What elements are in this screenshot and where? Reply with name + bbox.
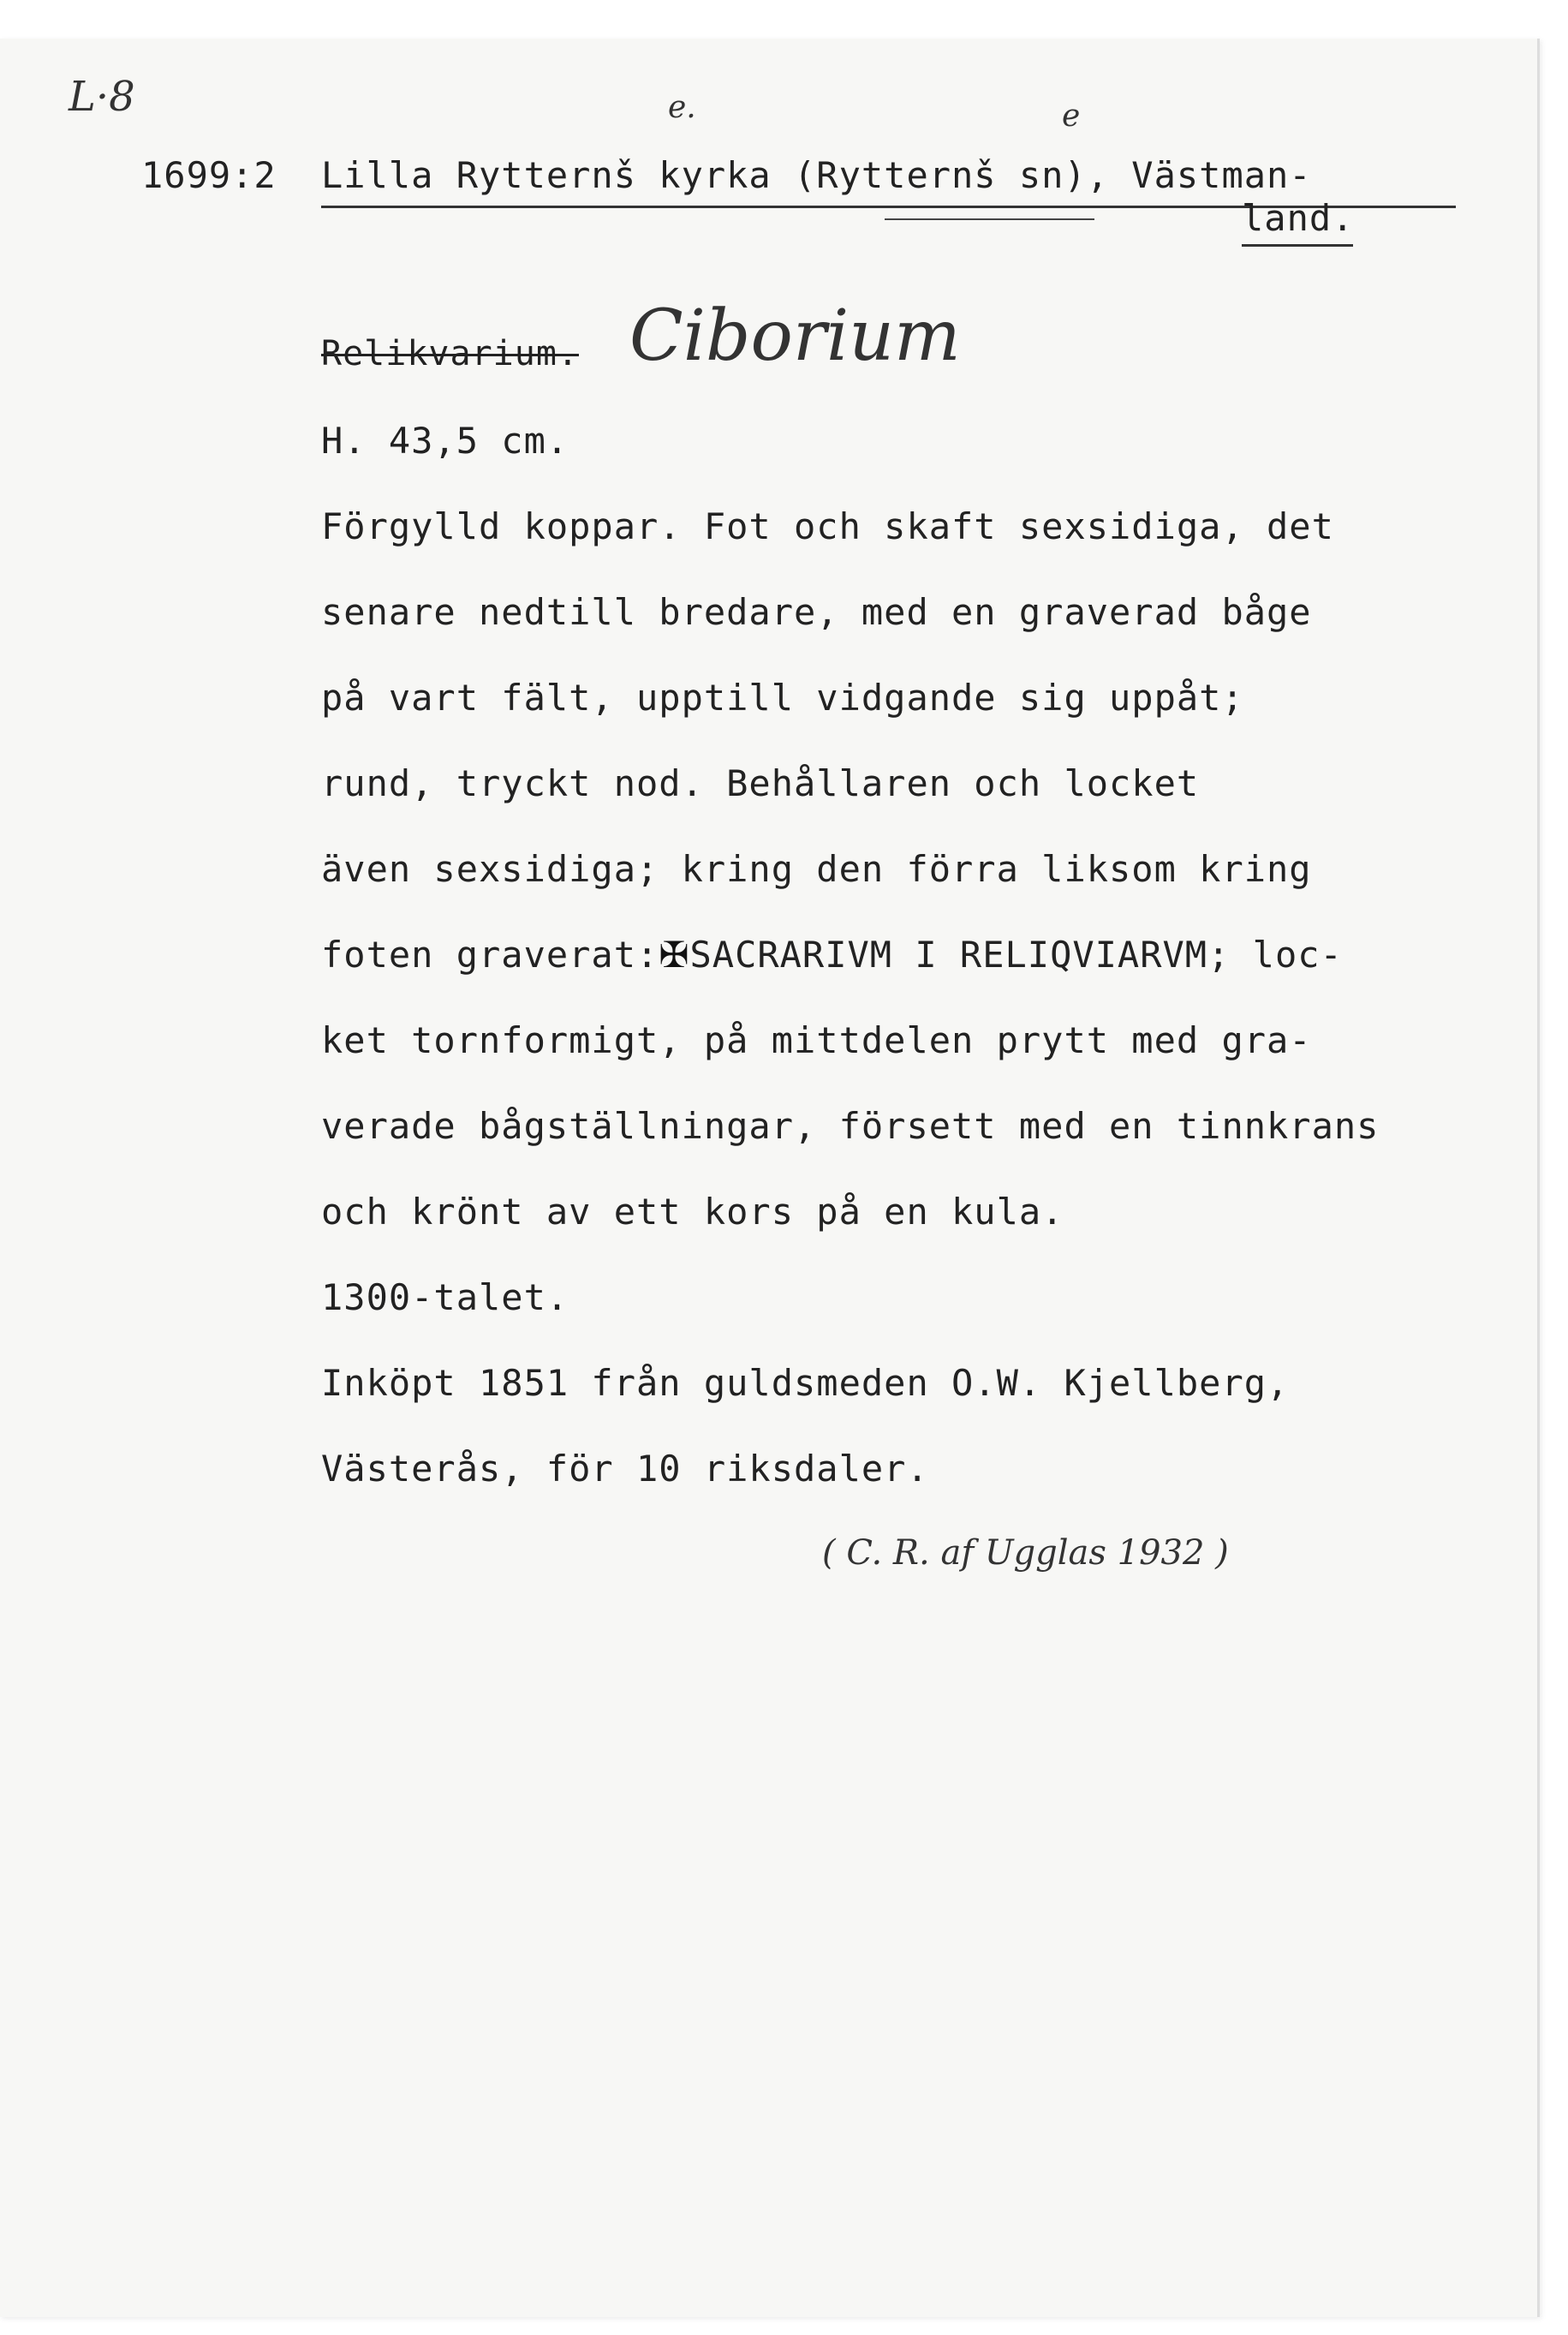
inscription-text: SACRARIVM I RELIQVIARVM; loc- xyxy=(689,934,1343,976)
body-line-10: och krönt av ett kors på en kula. xyxy=(321,1191,1064,1233)
body-line-8: ket tornformigt, på mittdelen prytt med gra- xyxy=(321,1019,1312,1061)
signature: ( C. R. af Ugglas 1932 ) xyxy=(822,1533,1229,1573)
title-cont-underline xyxy=(1242,244,1353,247)
body-line-9: verade bågställningar, försett med en tinnkrans xyxy=(321,1105,1380,1147)
body-line-4: rund, tryckt nod. Behållaren och locket xyxy=(321,762,1200,804)
body-line-3: på vart fält, upptill vidgande sig uppåt; xyxy=(321,677,1244,719)
body-line-height: H. 43,5 cm. xyxy=(321,420,569,462)
location-title: Lilla Rytternš kyrka (Rytternš sn), Västman- xyxy=(321,154,1312,196)
body-line-provenance-2: Västerås, för 10 riksdaler. xyxy=(321,1448,929,1490)
location-title-cont: land. xyxy=(1242,197,1355,239)
body-line-5: även sexsidiga; kring den förra liksom kring xyxy=(321,848,1312,890)
body-line-6 xyxy=(321,934,1343,976)
title-underline-2 xyxy=(885,218,1094,220)
cross-icon: ✠ xyxy=(659,934,690,976)
catalog-number: 1699:2 xyxy=(141,154,277,196)
body-line-dating: 1300-talet. xyxy=(321,1276,569,1318)
header-correction-1: e. xyxy=(668,90,696,125)
body-line-provenance-1: Inköpt 1851 från guldsmeden O.W. Kjellberg, xyxy=(321,1362,1290,1404)
catalog-card xyxy=(0,39,1540,2317)
body-line-2: senare nedtill bredare, med en graverad båge xyxy=(321,591,1312,633)
inscription-intro: foten graverat: xyxy=(321,934,659,976)
header-correction-2: e xyxy=(1062,99,1081,134)
body-line-1: Förgylld koppar. Fot och skaft sexsidiga, det xyxy=(321,505,1334,547)
corner-note: L·8 xyxy=(69,73,135,121)
object-type-handwritten: Ciborium xyxy=(629,296,961,377)
object-type-struck: Relikvarium. xyxy=(321,334,579,373)
